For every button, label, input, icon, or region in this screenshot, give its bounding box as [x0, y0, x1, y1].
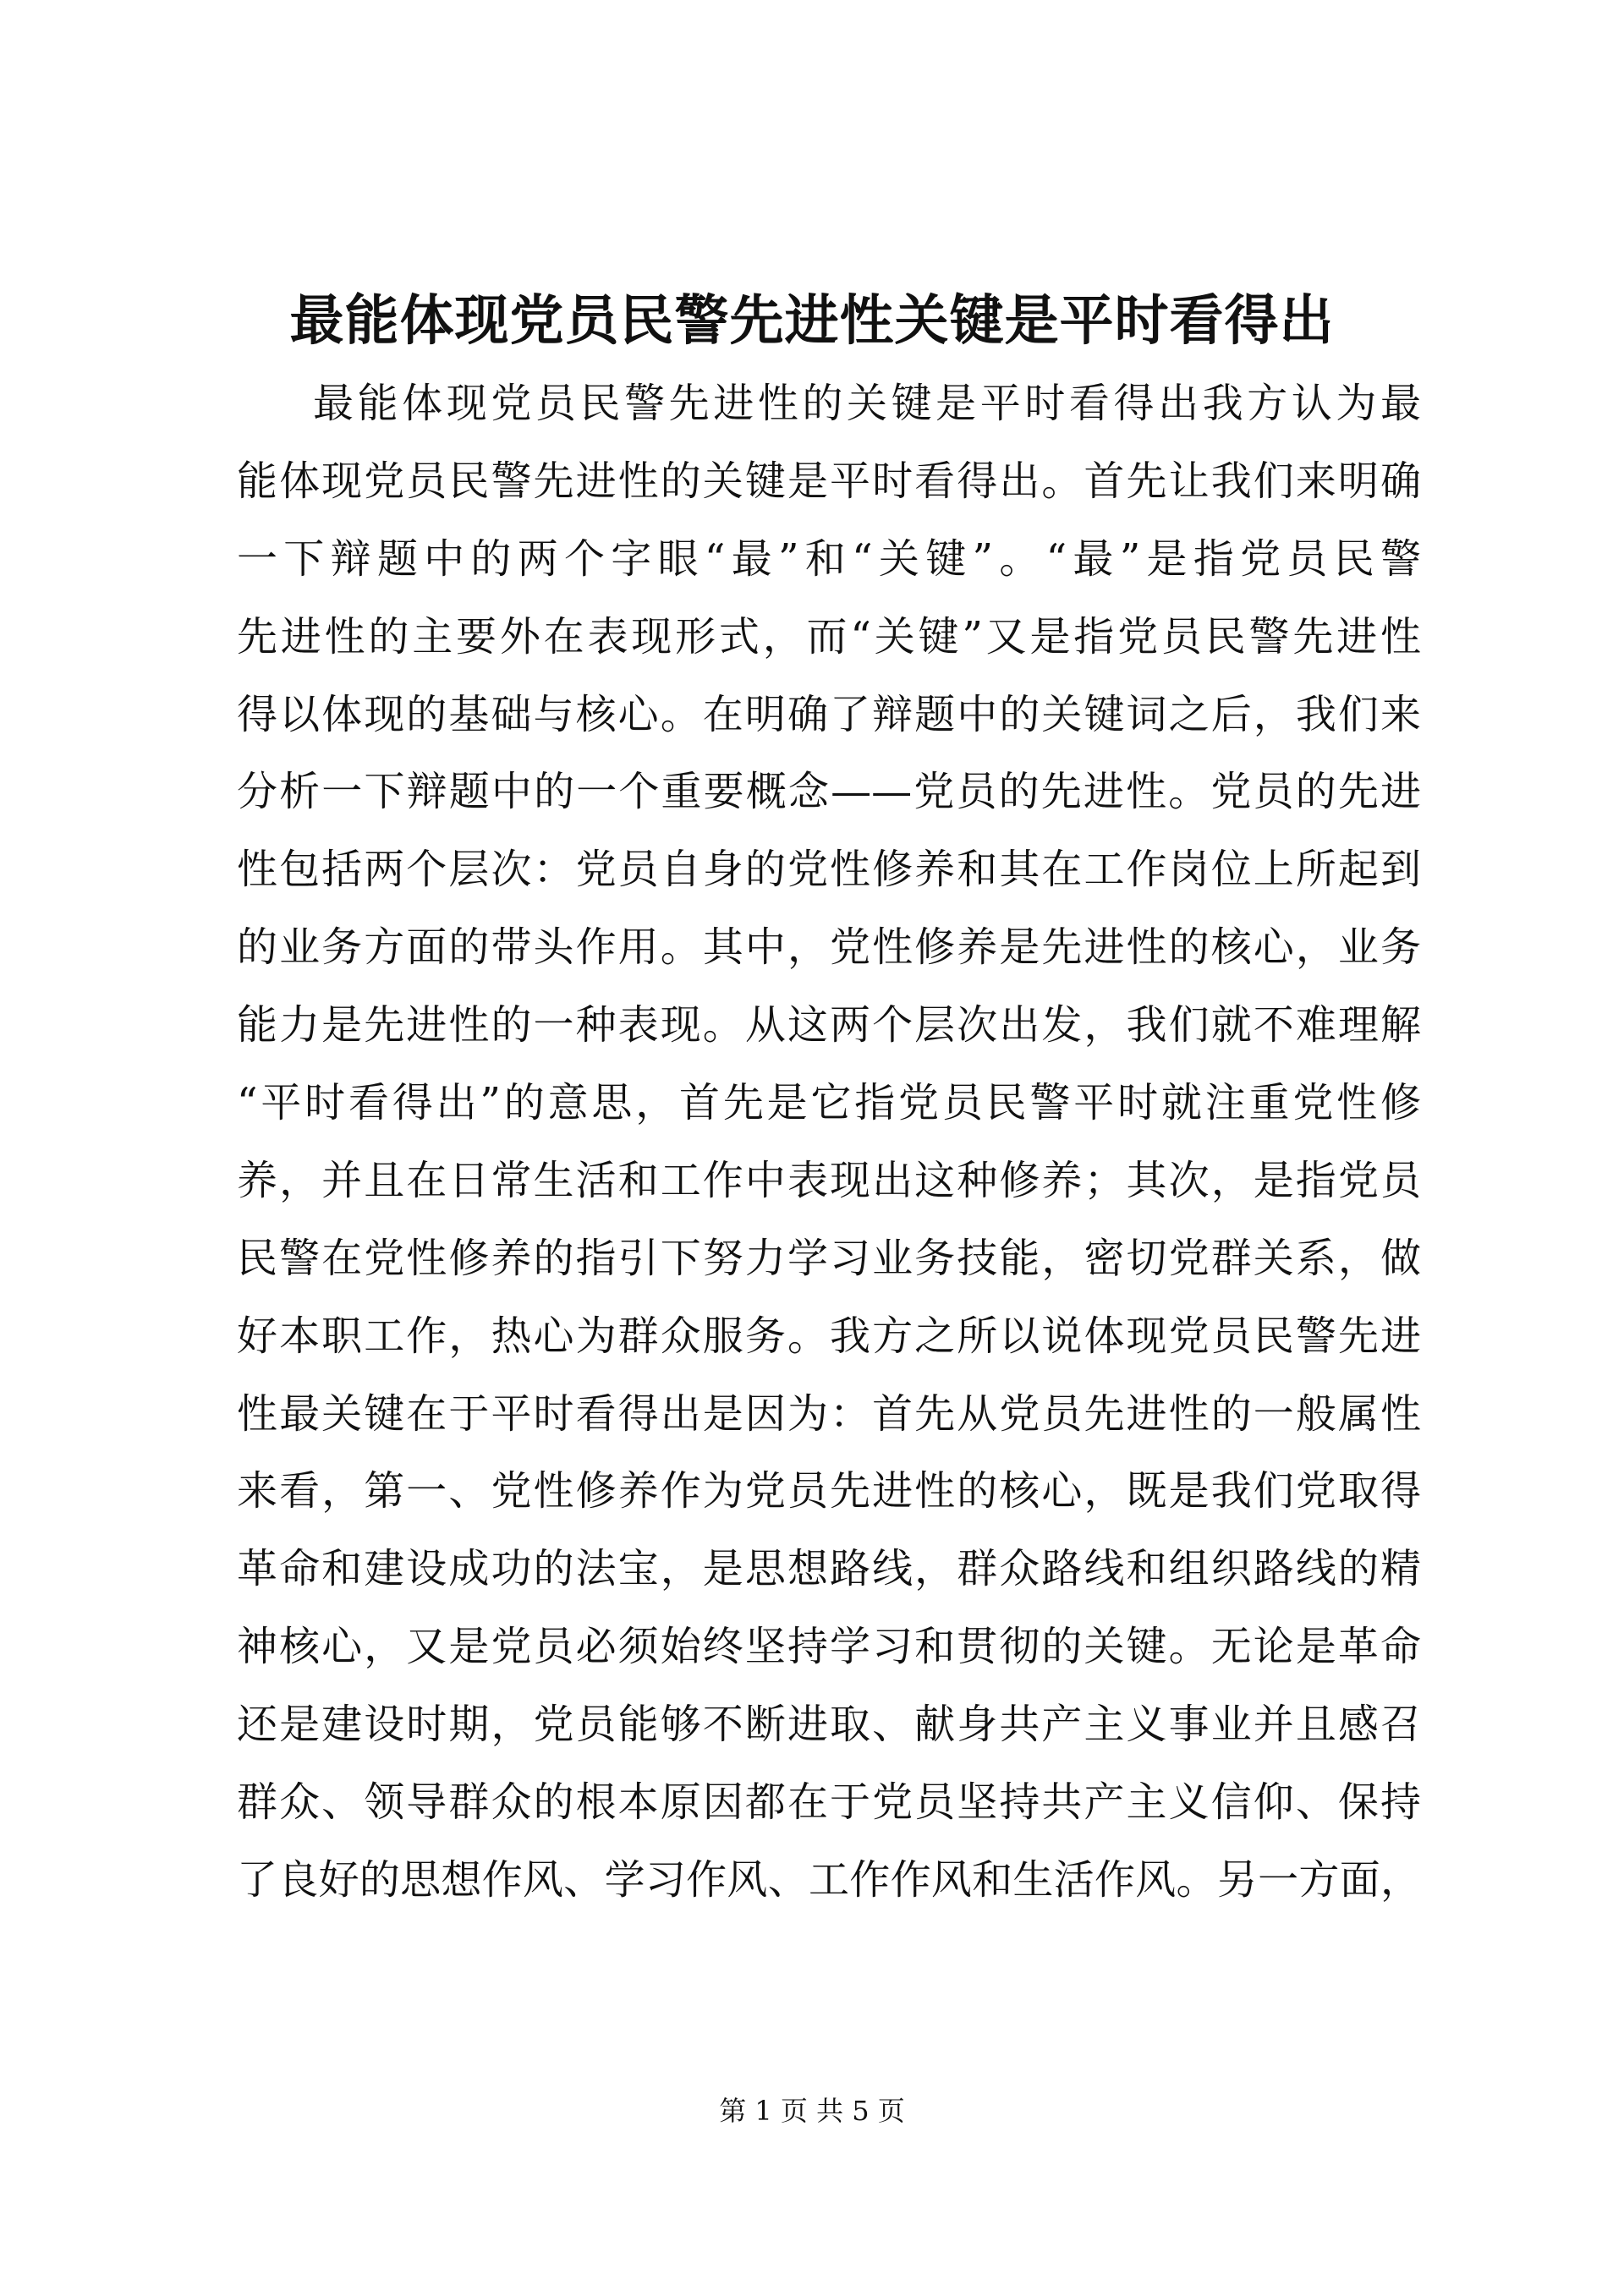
body-line: 能体现党员民警先进性的关键是平时看得出。首先让我们来明确 — [237, 457, 1421, 505]
body-line: 分析一下辩题中的一个重要概念——党员的先进性。党员的先进 — [237, 768, 1421, 816]
body-line: 得以体现的基础与核心。在明确了辩题中的关键词之后，我们来 — [237, 690, 1421, 738]
body-line: 一下辩题中的两个字眼“最”和“关键”。“最”是指党员民警 — [237, 534, 1421, 583]
body-line: 性最关键在于平时看得出是因为：首先从党员先进性的一般属性 — [237, 1389, 1421, 1438]
body-line: 最能体现党员民警先进性的关键是平时看得出我方认为最 — [313, 380, 1421, 427]
body-line: 养，并且在日常生活和工作中表现出这种修养；其次，是指党员 — [237, 1156, 1421, 1204]
body-line: 性包括两个层次：党员自身的党性修养和其在工作岗位上所起到 — [237, 846, 1421, 894]
body-line: 先进性的主要外在表现形式，而“关键”又是指党员民警先进性 — [237, 612, 1421, 660]
body-line: 革命和建设成功的法宝，是思想路线，群众路线和组织路线的精 — [237, 1545, 1421, 1593]
body-line: 神核心，又是党员必须始终坚持学习和贯彻的关键。无论是革命 — [237, 1623, 1421, 1671]
page-number-footer: 第 1 页 共 5 页 — [719, 2095, 905, 2127]
body-line: 能力是先进性的一种表现。从这两个层次出发，我们就不难理解 — [237, 1001, 1421, 1049]
document-title: 最能体现党员民警先进性关键是平时看得出 — [289, 289, 1335, 353]
body-line: 好本职工作，热心为群众服务。我方之所以说体现党员民警先进 — [237, 1312, 1421, 1360]
body-line: 来看，第一、党性修养作为党员先进性的核心，既是我们党取得 — [237, 1467, 1421, 1515]
body-line: 群众、领导群众的根本原因都在于党员坚持共产主义信仰、保持 — [237, 1778, 1421, 1827]
document-body — [237, 365, 1421, 1920]
body-line: 了良好的思想作风、学习作风、工作作风和生活作风。另一方面， — [237, 1855, 1421, 1904]
body-line: “平时看得出”的意思，首先是它指党员民警平时就注重党性修 — [237, 1079, 1421, 1127]
body-line: 的业务方面的带头作用。其中，党性修养是先进性的核心，业务 — [237, 923, 1421, 972]
body-line: 民警在党性修养的指引下努力学习业务技能，密切党群关系，做 — [237, 1234, 1421, 1282]
body-line: 还是建设时期，党员能够不断进取、献身共产主义事业并且感召 — [237, 1701, 1421, 1749]
